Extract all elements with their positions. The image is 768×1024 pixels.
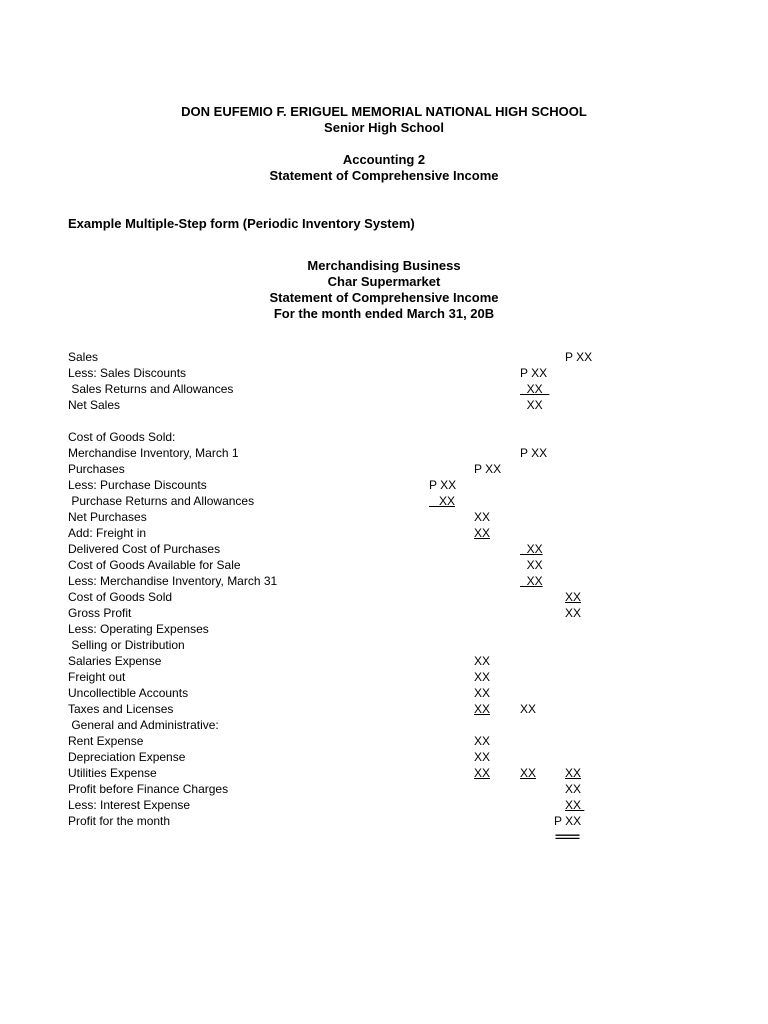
row-label: Less: Operating Expenses [68,622,209,636]
table-row [0,493,768,509]
row-label: Cost of Goods Sold [68,590,173,604]
row-label: Sales [68,350,99,364]
table-row [0,445,768,461]
table-row [0,797,768,813]
row-label: Merchandise Inventory, March 1 [68,446,239,460]
table-row [0,397,768,413]
table-row [0,765,768,781]
school-division: Senior High School [324,120,444,135]
table-row [0,717,768,733]
amount-subtotal: P XX [520,366,548,380]
amount-detail: XX [474,766,491,780]
amount-net-profit: P XX [554,814,582,828]
amount-total: XX [565,766,582,780]
table-row [0,413,768,429]
amount-detail: XX [474,510,491,524]
row-label: Less: Interest Expense [68,798,191,812]
row-label: Gross Profit [68,606,132,620]
amount-detail: XX [474,686,491,700]
company-name: Char Supermarket [327,274,441,289]
row-label: Utilities Expense [68,766,157,780]
amount-item: P XX [429,478,457,492]
row-label: Rent Expense [68,734,144,748]
row-label: Cost of Goods Available for Sale [68,558,241,572]
table-row [0,653,768,669]
table-row [0,349,768,365]
row-label: Salaries Expense [68,654,162,668]
table-row [0,509,768,525]
row-label: Freight out [68,670,126,684]
subject-title: Accounting 2 [342,152,426,167]
statement-name: Statement of Comprehensive Income [269,290,499,305]
table-row [0,589,768,605]
row-label: Net Sales [68,398,121,412]
table-row [0,461,768,477]
business-type: Merchandising Business [307,258,461,273]
table-row [0,477,768,493]
amount-subtotal: XX [520,574,543,588]
row-label: Purchase Returns and Allowances [68,494,255,508]
table-row [0,605,768,621]
table-row [0,637,768,653]
table-row [0,621,768,637]
table-row [0,557,768,573]
table-row [0,429,768,445]
table-row [0,669,768,685]
amount-total: P XX [565,350,593,364]
table-row [0,813,768,829]
amount-total: XX [565,798,585,812]
topic-title: Statement of Comprehensive Income [269,168,499,183]
amount-detail: P XX [474,462,502,476]
row-label: Add: Freight in [68,526,147,540]
table-row [0,541,768,557]
amount-subtotal: XX [520,558,543,572]
amount-subtotal: XX [520,398,543,412]
table-row [0,781,768,797]
row-label: Less: Purchase Discounts [68,478,207,492]
row-label: Taxes and Licenses [68,702,174,716]
statement-period: For the month ended March 31, 20B [273,306,495,321]
amount-detail: XX [474,654,491,668]
amount-subtotal: XX [520,766,537,780]
table-row [0,365,768,381]
row-label: Less: Merchandise Inventory, March 31 [68,574,278,588]
row-label: Uncollectible Accounts [68,686,189,700]
table-row [0,525,768,541]
amount-total: XX [565,782,582,796]
amount-total: XX [565,606,582,620]
row-label: Selling or Distribution [68,638,185,652]
row-label: Profit before Finance Charges [68,782,229,796]
amount-subtotal: XX [520,382,550,396]
example-title: Example Multiple-Step form (Periodic Inventory System) [68,216,415,231]
table-row [0,701,768,717]
row-label: Profit for the month [68,814,171,828]
school-name: DON EUFEMIO F. ERIGUEL MEMORIAL NATIONAL HIGH SCHOOL [181,104,587,119]
table-row [0,381,768,397]
amount-detail: XX [474,734,491,748]
row-label: Delivered Cost of Purchases [68,542,221,556]
amount-item: XX [429,494,456,508]
table-row [0,573,768,589]
amount-subtotal: P XX [520,446,548,460]
table-row [0,733,768,749]
row-label: General and Administrative: [68,718,219,732]
amount-detail: XX [474,670,491,684]
amount-total: XX [565,590,582,604]
amount-subtotal: XX [520,702,537,716]
double-underline-mark: ==== [555,830,580,844]
table-row [0,685,768,701]
amount-detail: XX [474,702,491,716]
row-label: Purchases [68,462,125,476]
row-label: Cost of Goods Sold: [68,430,176,444]
table-row [0,829,768,845]
amount-detail: XX [474,750,491,764]
amount-subtotal: XX [520,542,543,556]
table-row [0,749,768,765]
amount-detail: XX [474,526,491,540]
row-label: Net Purchases [68,510,147,524]
row-label: Depreciation Expense [68,750,186,764]
row-label: Less: Sales Discounts [68,366,187,380]
row-label: Sales Returns and Allowances [68,382,234,396]
